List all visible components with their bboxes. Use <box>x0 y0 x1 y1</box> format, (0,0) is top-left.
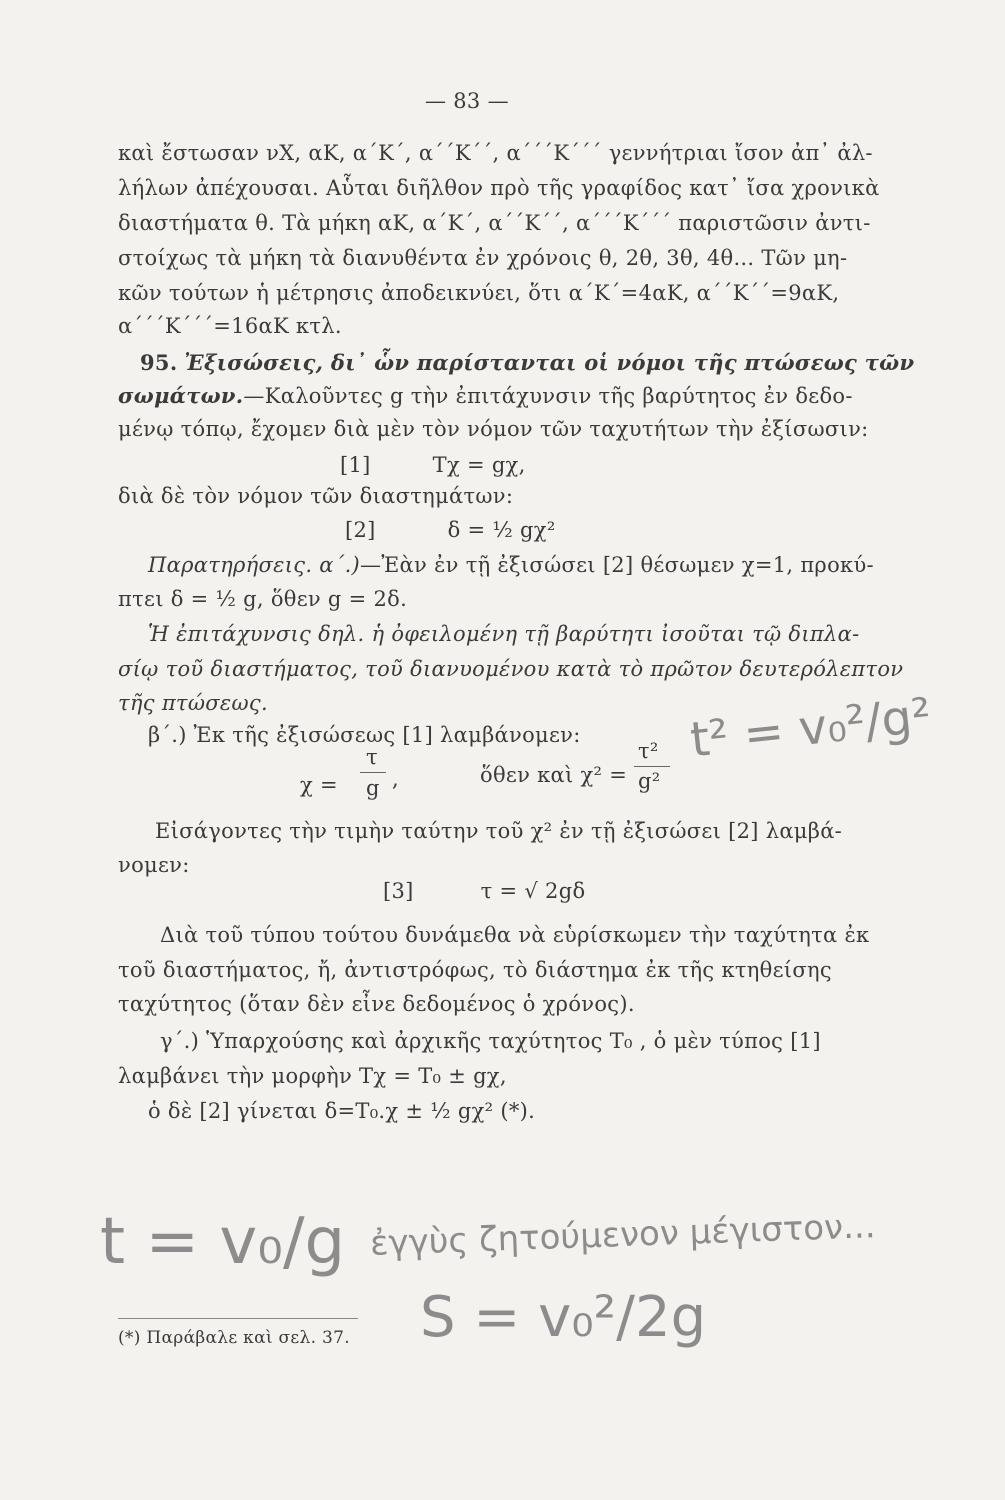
section-title: Ἐξισώσεις, δι᾿ ὧν παρίστανται οἱ νόμοι τῆς πτώσεως τῶν <box>184 350 915 375</box>
chi-expression: χ = <box>300 773 338 797</box>
fraction-denominator: g <box>366 776 380 800</box>
fraction-numerator: τ <box>366 745 378 769</box>
text-line: Ἡ ἐπιτάχυνσις δηλ. ἡ ὀφειλομένη τῇ βαρύτητι ἰσοῦται τῷ διπλα- <box>148 622 860 646</box>
equation-label: [3] <box>383 879 414 903</box>
text-line: τῆς πτώσεως. <box>118 691 268 715</box>
text-line: Διὰ τοῦ τύπου τούτου δυνάμεθα νὰ εὑρίσκωμεν τὴν ταχύτητα ἐκ <box>160 923 870 947</box>
text-line: ταχύτητος (ὅταν δὲν εἶνε δεδομένος ὁ χρόνος). <box>118 992 635 1016</box>
text-line: ὁ δὲ [2] γίνεται δ=T₀.χ ± ½ gχ² (*). <box>148 1099 536 1123</box>
equation-3 <box>383 878 585 904</box>
text-line: γ΄.) Ὑπαρχούσης καὶ ἀρχικῆς ταχύτητος T₀ , ὁ μὲν τύπος [1] <box>160 1029 821 1053</box>
fraction-bar <box>360 772 386 773</box>
page-number: — 83 — <box>425 89 509 113</box>
equation-formula: τ = √ 2gδ <box>480 879 586 903</box>
section-text: —Καλοῦντες g τὴν ἐπιτάχυνσιν τῆς βαρύτητος ἐν δεδο- <box>243 384 853 408</box>
fraction-bar <box>634 766 670 767</box>
handwritten-note: ἐγγὺς ζητούμενον μέγιστον... <box>369 1206 877 1264</box>
text-line: νομεν: <box>118 853 190 877</box>
section-title-cont: σωμάτων. <box>118 383 244 408</box>
handwritten-formula: S = v₀²/2g <box>420 1285 707 1350</box>
handwritten-margin-formula: t² = v₀²/g² <box>687 687 934 769</box>
handwritten-formula: t = v₀/g <box>100 1205 346 1279</box>
text-line <box>118 383 853 409</box>
text-line: κῶν τούτων ἡ μέτρησις ἀποδεικνύει, ὅτι α΄K΄=4αK, α΄΄K΄΄=9αK, <box>118 281 840 305</box>
text-line: β΄.) Ἐκ τῆς ἐξισώσεως [1] λαμβάνομεν: <box>148 723 581 747</box>
text-line: μένῳ τόπῳ, ἔχομεν διὰ μὲν τὸν νόμον τῶν ταχυτήτων τὴν ἐξίσωσιν: <box>118 417 869 441</box>
fraction-numerator: τ² <box>638 739 659 763</box>
text-line: πτει δ = ½ g, ὅθεν g = 2δ. <box>118 587 408 611</box>
text-line <box>148 552 874 578</box>
section-number: 95. <box>140 350 178 375</box>
equation-label: [2] <box>345 518 376 542</box>
text-line: στοίχως τὰ μήκη τὰ διανυθέντα ἐν χρόνοις θ, 2θ, 3θ, 4θ... Τῶν μη- <box>118 246 848 270</box>
text-line: λαμβάνει τὴν μορφὴν Tχ = T₀ ± gχ, <box>118 1064 507 1088</box>
remarks-heading: Παρατηρήσεις. α΄.) <box>148 553 361 577</box>
text-line: α΄΄΄K΄΄΄=16αK κτλ. <box>118 314 342 338</box>
text-line: τοῦ διαστήματος, ἤ, ἀντιστρόφως, τὸ διάστημα ἐκ τῆς κτηθείσης <box>118 958 832 982</box>
othen-expression: ὅθεν καὶ χ² = <box>480 763 628 787</box>
equation-1 <box>340 452 526 478</box>
footnote: (*) Παράβαλε καὶ σελ. 37. <box>118 1328 350 1348</box>
equation-2 <box>345 517 556 543</box>
text-line: λήλων ἀπέχουσαι. Αὗται διῆλθον πρὸ τῆς γραφίδος κατ᾿ ἴσα χρονικὰ <box>118 176 880 200</box>
remarks-text: —Ἐὰν ἐν τῇ ἐξισώσει [2] θέσωμεν χ=1, προκύ- <box>360 553 874 577</box>
section-heading <box>140 350 914 376</box>
text-line: Εἰσάγοντες τὴν τιμὴν ταύτην τοῦ χ² ἐν τῇ ἐξισώσει [2] λαμβά- <box>155 819 843 843</box>
footnote-rule <box>118 1318 358 1319</box>
comma: , <box>392 767 399 791</box>
text-line: διὰ δὲ τὸν νόμον τῶν διαστημάτων: <box>118 484 514 508</box>
text-line: διαστήματα θ. Τὰ μήκη αK, α΄K΄, α΄΄K΄΄, α΄΄΄K΄΄΄ παριστῶσιν ἀντι- <box>118 211 871 235</box>
text-line: σίῳ τοῦ διαστήματος, τοῦ διανυομένου κατὰ τὸ πρῶτον δευτερόλεπτον <box>118 657 904 681</box>
equation-label: [1] <box>340 453 371 477</box>
fraction-denominator: g² <box>638 769 661 793</box>
text-line: καὶ ἔστωσαν νX, αK, α΄K΄, α΄΄K΄΄, α΄΄΄K΄΄΄ γεννήτριαι ἴσον ἀπ᾿ ἀλ- <box>118 141 873 165</box>
equation-formula: Tχ = gχ, <box>432 453 526 477</box>
equation-formula: δ = ½ gχ² <box>447 518 556 542</box>
